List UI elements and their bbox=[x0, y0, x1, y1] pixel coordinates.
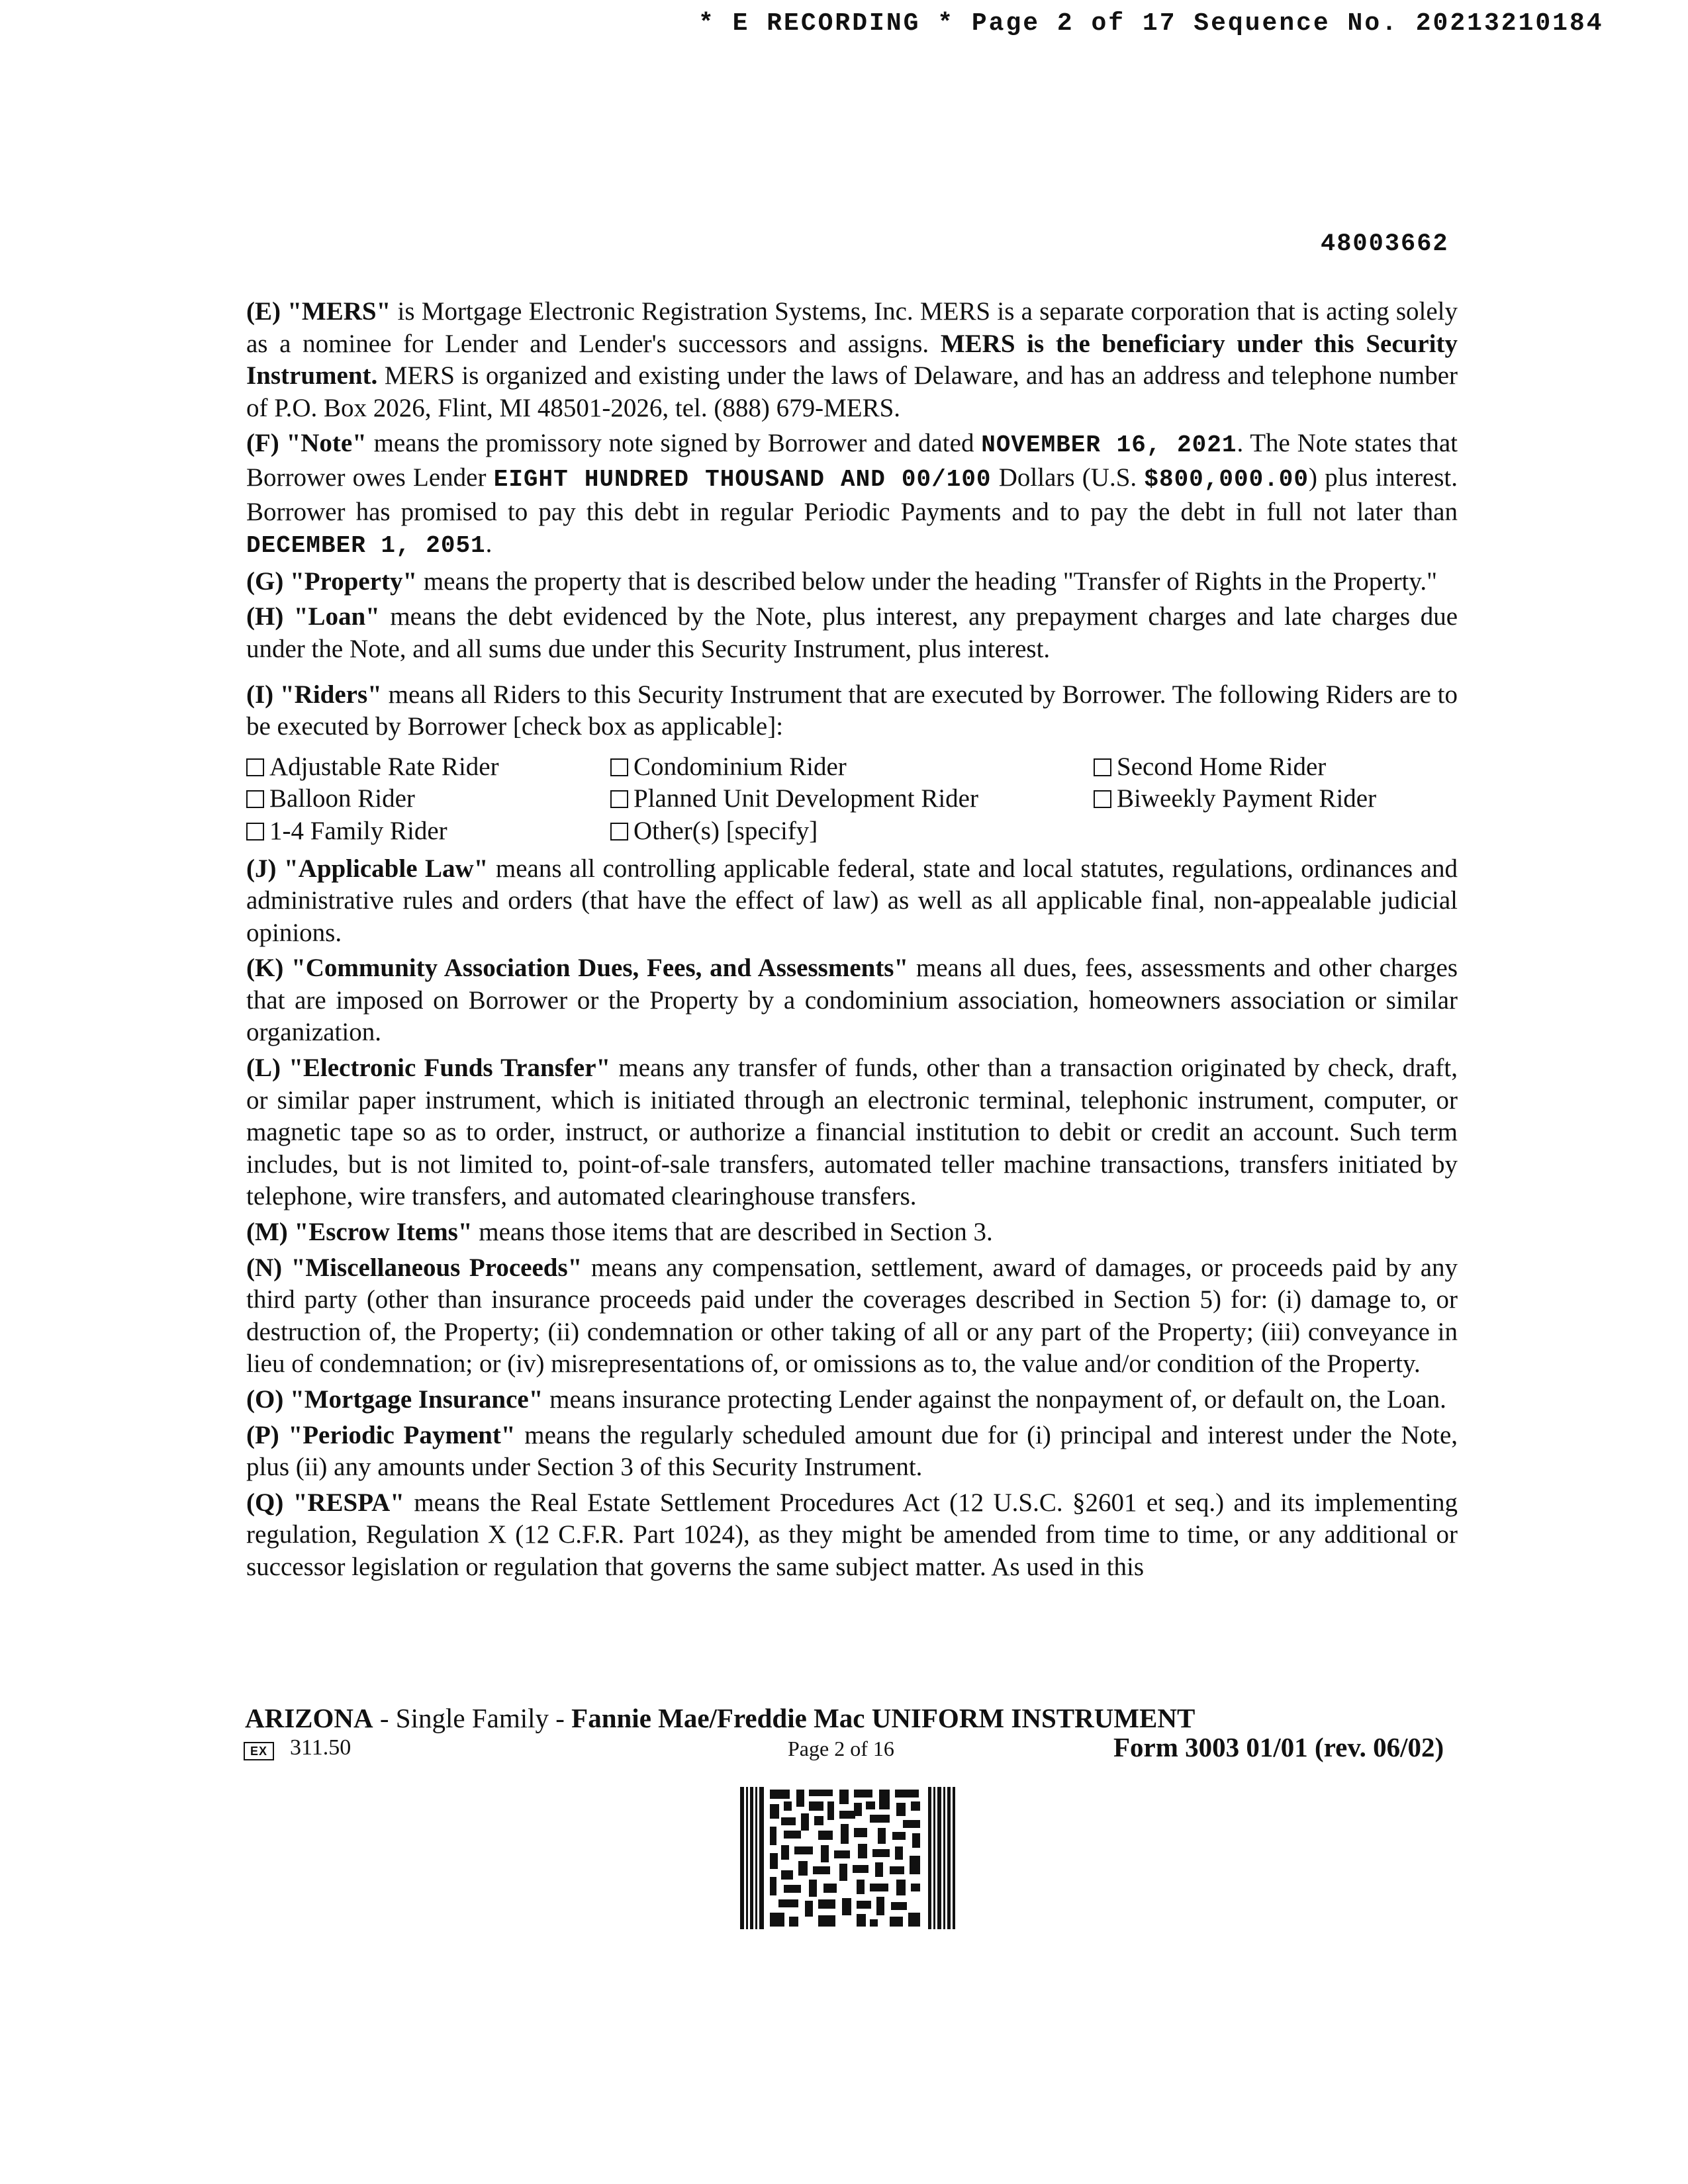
definition-text: . bbox=[485, 529, 492, 559]
definition-label: (J) bbox=[246, 854, 277, 883]
definition-term: "Applicable Law" bbox=[284, 854, 489, 883]
definition-text: means the promissory note signed by Borrower and dated bbox=[366, 429, 982, 458]
checkbox-icon[interactable] bbox=[610, 823, 628, 841]
loan-number: 48003662 bbox=[1321, 230, 1449, 258]
definition-term: "Riders" bbox=[280, 680, 382, 709]
definition-p bbox=[246, 1420, 1458, 1484]
barcode-icon bbox=[740, 1787, 955, 1929]
definition-text: . The Note states that Borrower owes Lender bbox=[246, 429, 1458, 492]
footer-separator: - Single Family - bbox=[373, 1703, 572, 1733]
checkbox-icon[interactable] bbox=[1094, 758, 1111, 776]
definition-text: means all controlling applicable federal, state and local statutes, regulations, ordinances and administrative rules and orders (that have the effect of law) as well as all applicable final, non-appealable judicial opinions. bbox=[246, 854, 1458, 947]
definition-text: ) plus interest. Borrower has promised to pay this debt in regular Periodic Payments and to pay the debt in full not later than bbox=[246, 463, 1458, 526]
footer-state: ARIZONA bbox=[245, 1703, 373, 1733]
definition-label: (M) bbox=[246, 1218, 288, 1247]
definition-label: (F) bbox=[246, 429, 279, 458]
footer-instrument: Fannie Mae/Freddie Mac UNIFORM INSTRUMENT bbox=[571, 1703, 1196, 1733]
loan-amount-words: EIGHT HUNDRED THOUSAND AND 00/100 bbox=[493, 465, 992, 493]
rider-condominium[interactable] bbox=[610, 751, 1094, 784]
definition-term: "Periodic Payment" bbox=[288, 1420, 516, 1449]
checkbox-icon[interactable] bbox=[610, 790, 628, 808]
definition-text: means the regularly scheduled amount due for (i) principal and interest under the Note, plus (ii) any amounts under Section 3 of this Security Instrument. bbox=[246, 1420, 1458, 1482]
beneficiary-clause: MERS is the beneficiary under this Security Instrument. bbox=[246, 329, 1458, 390]
definition-text: Dollars (U.S. bbox=[991, 463, 1145, 492]
definition-text: means the Real Estate Settlement Procedures Act (12 U.S.C. §2601 et seq.) and its implementing regulation, Regulation X (12 C.F.R. Part 1024), as they might be amended from time to time, or any additional or successor legislation or regulation that governs the same subject matter. As used in this bbox=[246, 1488, 1458, 1581]
form-number: Form 3003 01/01 (rev. 06/02) bbox=[1113, 1732, 1444, 1762]
definition-label: (Q) bbox=[246, 1488, 284, 1517]
definition-text: means all Riders to this Security Instrument that are executed by Borrower. The following Riders are to be executed by Borrower [check box as applicable]: bbox=[246, 680, 1458, 741]
definition-term: "Miscellaneous Proceeds" bbox=[291, 1253, 583, 1282]
definition-label: (G) bbox=[246, 567, 284, 596]
definition-m bbox=[246, 1216, 1458, 1249]
definition-j bbox=[246, 853, 1458, 950]
rider-second-home[interactable] bbox=[1094, 751, 1458, 784]
definition-text: MERS is organized and existing under the laws of Delaware, and has an address and telephone number of P.O. Box 2026, Flint, MI 48501-2026, tel. (888) 679-MERS. bbox=[246, 361, 1458, 422]
definition-label: (N) bbox=[246, 1253, 283, 1282]
rider-label: Other(s) [specify] bbox=[633, 816, 818, 845]
definition-o bbox=[246, 1384, 1458, 1416]
definition-text: is Mortgage Electronic Registration Systems, Inc. MERS is a separate corporation that is acting solely as a nominee for Lender and Lender's successors and assigns. bbox=[246, 297, 1458, 358]
rider-other[interactable] bbox=[610, 815, 1094, 848]
rider-label: Second Home Rider bbox=[1117, 752, 1327, 781]
definition-text: means the property that is described below under the heading "Transfer of Rights in the Property." bbox=[417, 567, 1438, 596]
definition-text: means any compensation, settlement, award of damages, or proceeds paid by any third party (other than insurance proceeds paid under the coverages described in Section 5) for: (i) damage to, or destruction of, the Property; (ii) condemnation or other taking of all or any part of the Property; (iii) conveyance in lieu of condemnation; or (iv) misrepresentations of, or omissions as to, the value and/or condition of the Property. bbox=[246, 1253, 1458, 1379]
definition-label: (L) bbox=[246, 1054, 281, 1083]
rider-biweekly-payment[interactable] bbox=[1094, 783, 1458, 815]
rider-1-4-family[interactable] bbox=[246, 815, 610, 848]
definition-i bbox=[246, 679, 1458, 743]
definition-text: means any transfer of funds, other than a transaction originated by check, draft, or similar paper instrument, which is initiated through an electronic terminal, telephonic instrument, computer, or magnetic tape so as to order, instruct, or authorize a financial institution to debit or credit an account. Such term includes, but is not limited to, point-of-sale transfers, automated teller machine transactions, transfers initiated by telephone, wire transfers, and automated clearinghouse transfers. bbox=[246, 1054, 1458, 1211]
definition-h bbox=[246, 601, 1458, 665]
checkbox-icon[interactable] bbox=[246, 758, 264, 776]
checkbox-icon[interactable] bbox=[246, 823, 264, 841]
definition-label: (O) bbox=[246, 1385, 284, 1414]
maturity-date: DECEMBER 1, 2051 bbox=[246, 532, 486, 560]
rider-adjustable-rate[interactable] bbox=[246, 751, 610, 784]
definition-text: means all dues, fees, assessments and other charges that are imposed on Borrower or the Property by a condominium association, homeowners association or similar organization. bbox=[246, 954, 1458, 1047]
definition-term: "Community Association Dues, Fees, and Assessments" bbox=[291, 954, 909, 983]
definition-k bbox=[246, 952, 1458, 1049]
definition-label: (I) bbox=[246, 680, 274, 709]
definition-term: "Escrow Items" bbox=[294, 1218, 473, 1247]
definition-term: "MERS" bbox=[287, 297, 391, 326]
definition-g bbox=[246, 566, 1458, 598]
document-body bbox=[246, 296, 1458, 1587]
rider-label: Condominium Rider bbox=[633, 752, 847, 781]
rider-label: Adjustable Rate Rider bbox=[269, 752, 499, 781]
definition-term: "Loan" bbox=[293, 602, 380, 631]
note-date: NOVEMBER 16, 2021 bbox=[981, 432, 1237, 459]
definition-label: (H) bbox=[246, 602, 284, 631]
rider-label: Balloon Rider bbox=[269, 784, 415, 813]
definition-q bbox=[246, 1487, 1458, 1584]
definition-term: "Note" bbox=[286, 429, 367, 458]
footer-page-number: Page 2 of 16 bbox=[788, 1737, 894, 1760]
definition-term: "Electronic Funds Transfer" bbox=[289, 1054, 611, 1083]
riders-checklist bbox=[246, 751, 1458, 848]
definition-l bbox=[246, 1052, 1458, 1213]
checkbox-icon[interactable] bbox=[1094, 790, 1111, 808]
definition-n bbox=[246, 1252, 1458, 1381]
definition-text: means insurance protecting Lender against the nonpayment of, or default on, the Loan. bbox=[543, 1385, 1446, 1414]
definition-f bbox=[246, 428, 1458, 562]
definition-term: "Property" bbox=[290, 567, 418, 596]
definition-label: (E) bbox=[246, 297, 281, 326]
definition-term: "Mortgage Insurance" bbox=[290, 1385, 543, 1414]
definition-label: (P) bbox=[246, 1420, 279, 1449]
definition-label: (K) bbox=[246, 954, 284, 983]
loan-amount-figures: $800,000.00 bbox=[1144, 465, 1309, 493]
rider-label: Biweekly Payment Rider bbox=[1117, 784, 1377, 813]
definition-text: means those items that are described in Section 3. bbox=[472, 1218, 993, 1247]
definition-text: means the debt evidenced by the Note, plus interest, any prepayment charges and late charges due under the Note, and all sums due under this Security Instrument, plus interest. bbox=[246, 602, 1458, 663]
rider-label: Planned Unit Development Rider bbox=[633, 784, 978, 813]
rider-label: 1-4 Family Rider bbox=[269, 816, 447, 845]
definition-e bbox=[246, 296, 1458, 424]
recording-header: * E RECORDING * Page 2 of 17 Sequence No. 20213210184 bbox=[698, 9, 1604, 38]
definition-term: "RESPA" bbox=[293, 1488, 404, 1517]
checkbox-icon[interactable] bbox=[610, 758, 628, 776]
form-code: 311.50 bbox=[290, 1735, 352, 1760]
rider-balloon[interactable] bbox=[246, 783, 610, 815]
form-code-icon: EX bbox=[244, 1742, 274, 1760]
form-footer-title bbox=[245, 1702, 1195, 1734]
rider-planned-unit-development[interactable] bbox=[610, 783, 1094, 815]
checkbox-icon[interactable] bbox=[246, 790, 264, 808]
